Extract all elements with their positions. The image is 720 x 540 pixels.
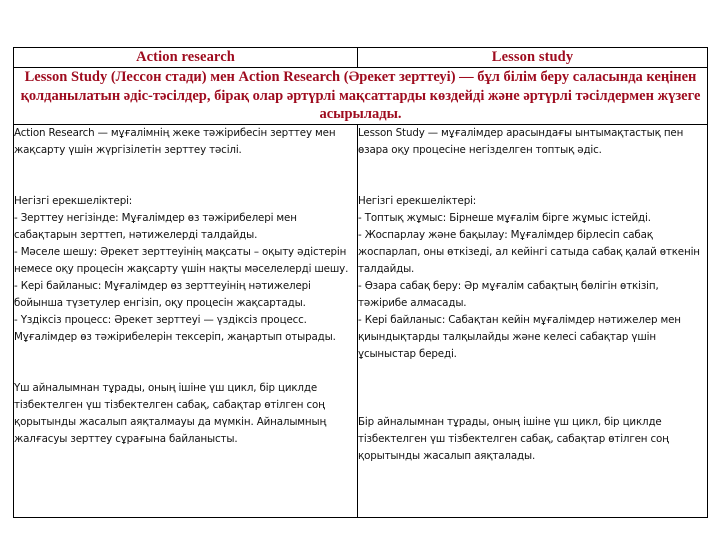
spacer <box>14 346 357 380</box>
action-research-features-title: Негізгі ерекшеліктері: <box>14 194 133 207</box>
lesson-study-cycle: Бір айналымнан тұрады, оның ішіне үш цикл, бір циклде тізбектелген үш тізбектелген сабақ, сабақтар өтілген соң қорытынды жасалып аяқталады. <box>358 415 669 462</box>
lesson-study-feature-2: - Жоспарлау және бақылау: Мұғалімдер бірлесіп сабақ жоспарлап, оны өткізеді, ал кейінгі сатыда сабақ қалай өткенін талдайды. <box>358 228 700 275</box>
intro-row <box>14 68 708 125</box>
action-research-feature-2: - Мәселе шешу: Әрекет зерттеуінің мақсаты – оқыту әдістерін немесе оқу процесін жақсарту үшін нақты мәселелерді шешу. <box>14 245 349 275</box>
intro-text: Lesson Study (Лессон стади) мен Action Research (Әрекет зерттеуі) — бұл білім беру саласында кеңінен қолданылатын әдіс-тәсілдер, бірақ олар әртүрлі мақсаттарды көздейді және әртүрлі тәсілдермен жүзеге асырылады. <box>14 68 708 125</box>
lesson-study-features-title: Негізгі ерекшеліктері: <box>358 194 477 207</box>
action-research-feature-1: - Зерттеу негізінде: Мұғалімдер өз тәжірибелері мен сабақтарын зерттеп, нәтижелерді талдайды. <box>14 211 297 241</box>
lesson-study-feature-4: - Кері байланыс: Сабақтан кейін мұғалімдер нәтижелер мен қиындықтарды талқылайды және келесі сабақтар үшін ұсыныстар береді. <box>358 313 681 360</box>
lesson-study-cell <box>358 124 708 517</box>
spacer <box>358 363 707 414</box>
action-research-cycle: Үш айналымнан тұрады, оның ішіне үш цикл, бір циклде тізбектелген үш тізбектелген сабақ, сабақтар өтілген соң қорытынды жасалып аяқталмауы да мүмкін. Айналымның жалғасуы зерттеу сұрағына байланысты. <box>14 381 327 445</box>
action-research-definition: Action Research — мұғалімнің жеке тәжірибесін зерттеу мен жақсарту үшін жүргізілетін зерттеу тәсілі. <box>14 126 336 156</box>
action-research-feature-4: - Үздіксіз процесс: Әрекет зерттеуі — үздіксіз процесс. Мұғалімдер өз тәжірибелерін тексеріп, жаңартып отырады. <box>14 313 336 343</box>
header-row <box>14 48 708 68</box>
lesson-study-feature-1: - Топтық жұмыс: Бірнеше мұғалім бірге жұмыс істейді. <box>358 211 651 224</box>
header-action-research: Action research <box>14 48 358 68</box>
comparison-table <box>13 47 708 518</box>
action-research-cell <box>14 124 358 517</box>
content-row <box>14 124 708 517</box>
header-lesson-study: Lesson study <box>358 48 708 68</box>
lesson-study-feature-3: - Өзара сабақ беру: Әр мұғалім сабақтың бөлігін өткізіп, тәжірибе алмасады. <box>358 279 659 309</box>
spacer <box>14 159 357 193</box>
lesson-study-definition: Lesson Study — мұғалімдер арасындағы ынтымақтастық пен өзара оқу процесіне негізделген топтық әдіс. <box>358 126 684 156</box>
action-research-feature-3: - Кері байланыс: Мұғалімдер өз зерттеуінің нәтижелері бойынша түзетулер енгізіп, оқу процесін жақсартады. <box>14 279 311 309</box>
spacer <box>358 159 707 193</box>
